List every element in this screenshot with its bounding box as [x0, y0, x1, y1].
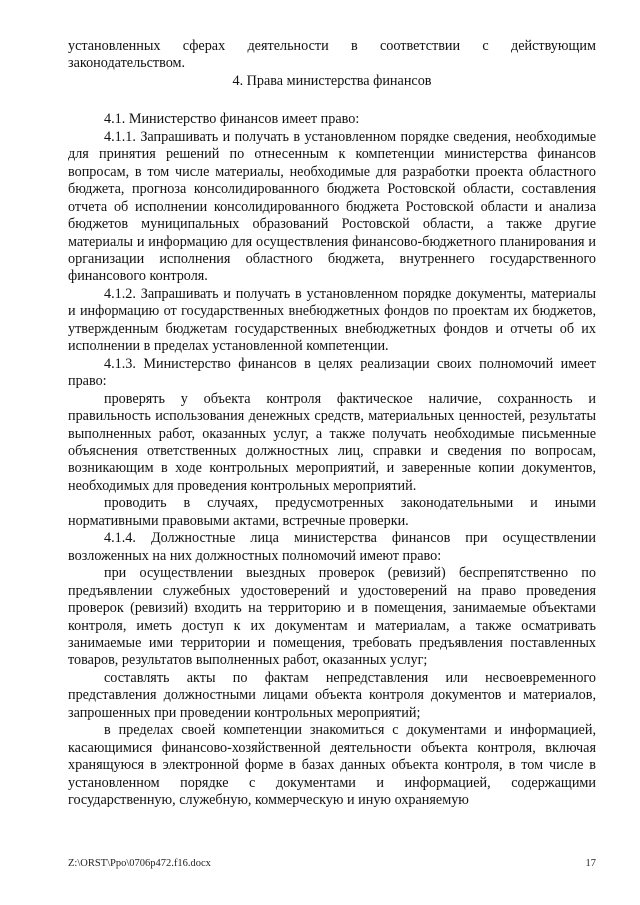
paragraph-4-1: 4.1. Министерство финансов имеет право:: [104, 111, 360, 128]
paragraph-counter-checks: проводить в случаях, предусмотренных законодательными и иными нормативными правовыми актами, встречные проверки.: [68, 495, 596, 529]
lead-paragraph: установленных сферах деятельности в соответствии с действующим законодательством.: [68, 38, 596, 72]
paragraph-check-objects: проверять у объекта контроля фактическое наличие, сохранность и правильность использования денежных средств, материальных ценностей, результаты выполненных работ, оказанных услуг, а также получать необходимые письменные объяснения ответственных должностных лиц, справки и сведения по вопросам, возникающим в ходе контрольных мероприятий, и заверенные копии документов, необходимых для проведения контрольных мероприятий.: [68, 390, 596, 494]
footer-page-number: 17: [585, 858, 596, 869]
paragraph-field-audits: при осуществлении выездных проверок (ревизий) беспрепятственно по предъявлении служебных удостоверений и удостоверений на право проведения проверок (ревизий) входить на территорию и в помещения, занимаемые объектами контроля, иметь доступ к их документам и материалам, а также осматривать занимаемые ими территории и помещения, требовать предъявления поставленных товаров, результатов выполненных работ, оказанных услуг;: [68, 565, 596, 669]
paragraph-review-documents: в пределах своей компетенции знакомиться с документами и информацией, касающимися финансово-хозяйственной деятельности объекта контроля, включая хранящуюся в электронной форме в базах данных объекта контроля, в том числе в установленном порядке с документами и информацией, содержащими государственную, служебную, коммерческую и иную охраняемую: [68, 722, 596, 809]
paragraph-4-1-3: 4.1.3. Министерство финансов в целях реализации своих полномочий имеет право:: [68, 355, 596, 390]
paragraph-4-1-4: 4.1.4. Должностные лица министерства финансов при осуществлении возложенных на них должностных полномочий имеют право:: [68, 530, 596, 564]
document-page: [68, 38, 596, 809]
paragraph-4-1-1: 4.1.1. Запрашивать и получать в установленном порядке сведения, необходимые для принятия решений по отнесенным к компетенции министерства финансов вопросам, в том числе материалы, необходимые для разработки проекта областного бюджета, прогноза консолидированного бюджета Ростовской области, составления отчета об исполнении консолидированного бюджета Ростовской области и анализа бюджетов муниципальных образований Ростовской области, а также другие материалы и информацию для осуществления финансово-бюджетного планирования и организации исполнения областного бюджета, внутреннего государственного финансового контроля.: [68, 128, 596, 285]
footer-file-path: Z:\ORST\Ppo\0706p472.f16.docx: [68, 858, 211, 869]
section-title: 4. Права министерства финансов: [232, 72, 432, 89]
paragraph-compile-acts: составлять акты по фактам непредставления или несвоевременного представления должностными лицами объекта контроля документов и материалов, запрошенных при проведении контрольных мероприятий;: [68, 669, 596, 721]
paragraph-4-1-2: 4.1.2. Запрашивать и получать в установленном порядке документы, материалы и информацию от государственных внебюджетных фондов по проектам их бюджетов, утвержденным бюджетам государственных внебюджетных фондов и отчеты об их исполнении в пределах установленной компетенции.: [68, 285, 596, 355]
